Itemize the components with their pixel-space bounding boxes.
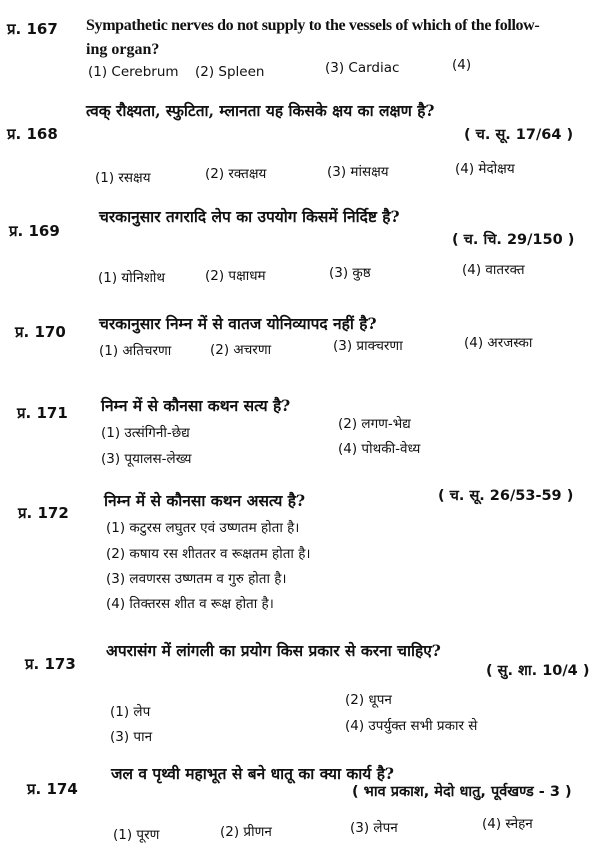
option-4: (4) तिक्तरस शीत व रूक्ष होता है। (106, 596, 274, 612)
option-1: (1) लेप (110, 704, 151, 720)
option-2: (2) लगण-भेद्य (338, 416, 411, 432)
option-4: (4) वातरक्त (462, 262, 525, 278)
question-stem: अपरासंग में लांगली का प्रयोग किस प्रकार से करना चाहिए? (106, 641, 441, 660)
option-1: (1) कटुरस लघुतर एवं उष्णतम होता है। (106, 520, 300, 536)
question-stem: निम्न में से कौनसा कथन सत्य है? (101, 396, 291, 415)
question-number: प्र. 170 (15, 323, 66, 341)
option-3: (3) Cardiac (325, 60, 400, 76)
option-2: (2) Spleen (195, 64, 265, 80)
option-1: (1) पूरण (113, 827, 160, 843)
option-3: (3) पान (110, 729, 153, 745)
option-4: (4) उपर्युक्त सभी प्रकार से (345, 718, 478, 734)
option-3: (3) पूयालस-लेख्य (101, 451, 192, 467)
option-2: (2) रक्तक्षय (205, 166, 267, 182)
question-reference: ( भाव प्रकाश, मेदो धातु, पूर्वखण्ड - 3 ) (352, 784, 572, 800)
option-1: (1) अतिचरणा (99, 343, 172, 359)
question-number: प्र. 171 (17, 404, 68, 422)
question-stem: निम्न में से कौनसा कथन असत्य है? (104, 491, 306, 510)
question-number: प्र. 174 (27, 780, 78, 798)
option-3: (3) लेपन (350, 820, 398, 836)
option-4: (4) (452, 57, 472, 73)
option-1: (1) रसक्षय (95, 170, 151, 186)
question-stem: जल व पृथ्वी महाभूत से बने धातू का क्या कार्य है? (111, 764, 395, 783)
option-2: (2) अचरणा (210, 342, 272, 358)
question-number: प्र. 172 (18, 504, 69, 522)
option-4: (4) मेदोक्षय (455, 161, 515, 177)
option-4: (4) अरजस्का (464, 335, 533, 351)
question-reference: ( च. सू. 17/64 ) (464, 127, 574, 143)
question-stem: Sympathetic nerves do not supply to the vessels of which of the follow- (86, 17, 540, 34)
question-reference: ( च. सू. 26/53-59 ) (438, 488, 574, 504)
option-3: (3) प्राक्चरणा (333, 338, 403, 354)
question-number: प्र. 173 (25, 655, 76, 673)
question-stem-cont: ing organ? (86, 41, 160, 58)
option-1: (1) योनिशोथ (98, 270, 166, 286)
option-3: (3) लवणरस उष्णतम व गुरु होता है। (106, 571, 287, 587)
question-number: प्र. 168 (7, 125, 58, 143)
option-2: (2) कषाय रस शीततर व रूक्षतम होता है। (106, 546, 311, 562)
question-reference: ( च. चि. 29/150 ) (452, 232, 575, 248)
option-1: (1) Cerebrum (88, 64, 179, 80)
option-3: (3) कुष्ठ (329, 265, 371, 281)
option-2: (2) पक्षाधम (205, 268, 266, 284)
option-4: (4) स्नेहन (482, 816, 533, 832)
option-2: (2) प्रीणन (220, 824, 272, 840)
question-number: प्र. 167 (7, 20, 58, 38)
question-stem: चरकानुसार तगरादि लेप का उपयोग किसमें निर्दिष्ट है? (99, 207, 400, 226)
question-stem: चरकानुसार निम्न में से वातज योनिव्यापद नहीं है? (99, 314, 377, 333)
option-3: (3) मांसक्षय (327, 164, 389, 180)
question-stem: त्वक् रौक्ष्यता, स्फुटिता, म्लानता यह किसके क्षय का लक्षण है? (86, 101, 435, 120)
option-2: (2) धूपन (345, 692, 392, 708)
option-1: (1) उत्संगिनी-छेद्य (101, 425, 190, 441)
option-4: (4) पोथकी-वेध्य (338, 441, 421, 457)
question-number: प्र. 169 (9, 222, 60, 240)
question-reference: ( सु. शा. 10/4 ) (486, 663, 590, 679)
